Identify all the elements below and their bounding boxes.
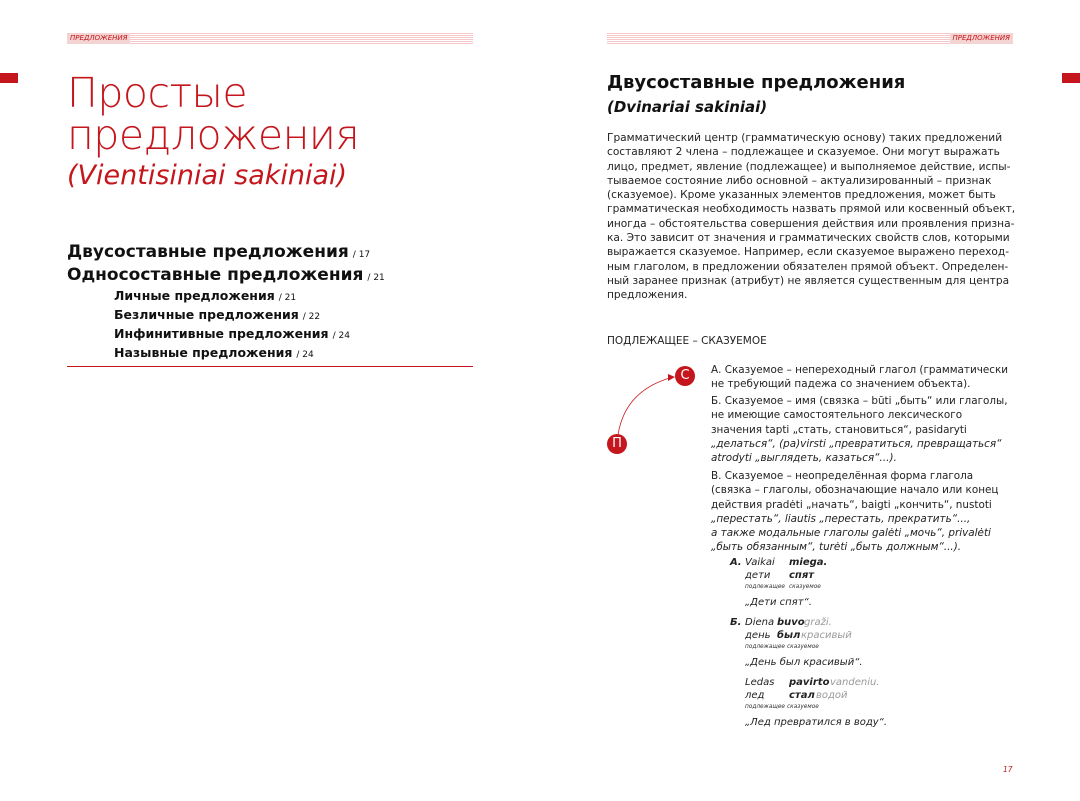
example-tag-predicate: сказуемое: [787, 644, 819, 650]
example-lt-subject: Ledas: [745, 677, 775, 688]
example-lt-predicate: pavirto: [789, 677, 830, 688]
paragraph-line: грамматическая необходимость назвать прямой или косвенный объект,: [607, 203, 1016, 216]
toc-item[interactable]: [67, 241, 370, 266]
chapter-title: [67, 69, 360, 159]
chapter-subtitle: (Vientisiniai sakiniai): [67, 160, 348, 191]
example-ru-predicate: спят: [789, 570, 815, 581]
explanation-line: В. Сказуемое – неопределённая форма глагола: [711, 470, 974, 482]
right-header-band: [607, 33, 1013, 44]
subsection-heading: ПОДЛЕЖАЩЕЕ – СКАЗУЕМОЕ: [607, 335, 767, 347]
example-lt-subject: Vaikai: [745, 557, 775, 568]
left-edge-marker: [0, 73, 18, 83]
example-tag-predicate: сказуемое: [789, 584, 821, 590]
example-translation: „Лед превратился в воду“.: [745, 717, 888, 728]
example-translation: „Дети спят“.: [745, 597, 812, 608]
explanation-line: действия pradėti „начать“, baigti „кончить“, nustoti: [711, 498, 992, 511]
toc-item[interactable]: [67, 264, 385, 289]
example-tag-subject: подлежащее: [745, 644, 785, 650]
toc-item-page: / 22: [302, 312, 321, 322]
example-ru-subject: дети: [745, 570, 771, 581]
toc-item-page: / 24: [332, 331, 350, 341]
paragraph-line: иногда – обстоятельства совершения действия или проявления призна-: [607, 217, 1015, 230]
example-lt-complement: vandeniu.: [830, 677, 880, 688]
left-header-band: [67, 33, 473, 44]
example-ru-subject: лед: [745, 690, 765, 701]
explanation-c: [711, 469, 1011, 555]
example-lt-predicate: miega.: [789, 557, 828, 568]
paragraph-line: предложения.: [607, 289, 688, 302]
explanation-b: [711, 394, 1011, 465]
toc-item-page: / 21: [367, 273, 385, 283]
page-number: 17: [1003, 765, 1013, 774]
toc-item-page: / 24: [296, 350, 314, 360]
example-marker: Б.: [730, 617, 742, 628]
paragraph-line: ным глаголом, в предложении обязателен прямой объект. Определен-: [607, 260, 1009, 273]
example-lt-predicate: buvo: [777, 617, 805, 628]
explanation-line: atrodyti „выглядеть, казаться“...).: [711, 452, 897, 465]
example-lt-complement: graži.: [804, 617, 832, 628]
example-tag-subject: подлежащее: [745, 704, 785, 710]
toc-subitem[interactable]: [114, 325, 350, 345]
example-tag-subject: подлежащее: [745, 584, 785, 590]
diagram-arc: [618, 377, 673, 435]
explanation-line: А. Сказуемое – непереходный глагол (грамматически: [711, 364, 1009, 376]
explanation-line: значения tapti „стать, становиться“, pasidaryti: [711, 423, 967, 436]
paragraph-line: ка. Это зависит от значения и грамматических свойств слов, которыми: [607, 232, 1010, 245]
toc-item-label: Инфинитивные предложения: [114, 326, 329, 341]
section-title: Двусоставные предложения: [607, 72, 906, 93]
toc-subitem[interactable]: [114, 306, 320, 326]
explanation-line: не имеющие самостоятельного лексического: [711, 409, 963, 422]
toc-item-label: Безличные предложения: [114, 307, 299, 322]
toc-divider: [67, 366, 473, 367]
toc-item-label: Назывные предложения: [114, 345, 293, 360]
subject-circle: П: [607, 434, 627, 454]
toc-item-label: Двусоставные предложения: [67, 242, 349, 262]
toc-item-page: / 17: [352, 250, 371, 260]
toc-subitem[interactable]: [114, 344, 314, 364]
explanation-line: а также модальные глаголы galėti „мочь“, privalėti: [711, 527, 991, 540]
chapter-title-line1: Простые: [67, 69, 248, 117]
explanation-line: не требующий падежа со значением объекта).: [711, 378, 971, 391]
example-ru-complement: водой: [816, 690, 848, 701]
paragraph-line: лицо, предмет, явление (подлежащее) и выполняемое действие, испы-: [607, 160, 1011, 173]
toc-item-page: / 21: [278, 293, 297, 303]
explanation-a: [711, 363, 1011, 392]
example-tag-predicate: сказуемое: [787, 704, 819, 710]
right-edge-marker: [1062, 73, 1080, 83]
chapter-title-line2: предложения: [67, 111, 360, 159]
left-header-tag: ПРЕДЛОЖЕНИЯ: [67, 33, 130, 44]
arrow-head-icon: [668, 374, 675, 381]
section-subtitle: (Dvinariai sakiniai): [607, 98, 768, 116]
explanation-line: Б. Сказуемое – имя (связка – būti „быть“ или глаголы,: [711, 395, 1008, 407]
toc-item-label: Личные предложения: [114, 288, 275, 303]
toc-subitem[interactable]: [114, 287, 296, 307]
example-ru-predicate: был: [777, 630, 801, 641]
paragraph-line: Грамматический центр (грамматическую основу) таких предложений: [607, 132, 1003, 144]
paragraph-line: ный заранее признак (атрибут) не является существенным для центра: [607, 274, 1010, 287]
explanation-line: „быть обязанным“, turėti „быть должным“...).: [711, 541, 962, 554]
explanation-line: (связка – глаголы, обозначающие начало или конец: [711, 484, 999, 497]
intro-paragraph: [607, 131, 1016, 303]
paragraph-line: тываемое состояние либо основной – актуализированный – признак: [607, 174, 992, 187]
predicate-circle: С: [675, 366, 695, 386]
example-lt-subject: Diena: [745, 617, 775, 628]
right-header-tag: ПРЕДЛОЖЕНИЯ: [950, 33, 1013, 44]
toc-item-label: Односоставные предложения: [67, 265, 364, 285]
example-translation: „День был красивый“.: [745, 657, 863, 668]
explanation-line: „перестать“, liautis „перестать, прекратить“...,: [711, 512, 971, 525]
paragraph-line: составляют 2 члена – подлежащее и сказуемое. Они могут выражать: [607, 146, 1000, 159]
example-ru-subject: день: [745, 630, 771, 641]
paragraph-line: выражается сказуемое. Например, если сказуемое выражено переход-: [607, 246, 1010, 259]
example-ru-predicate: стал: [789, 690, 815, 701]
example-ru-complement: красивый: [801, 630, 852, 641]
example-marker: А.: [730, 557, 742, 568]
explanation-line: „делаться“, (pa)virsti „превратиться, превращаться“: [711, 437, 1002, 450]
paragraph-line: (сказуемое). Кроме указанных элементов предложения, может быть: [607, 189, 996, 202]
